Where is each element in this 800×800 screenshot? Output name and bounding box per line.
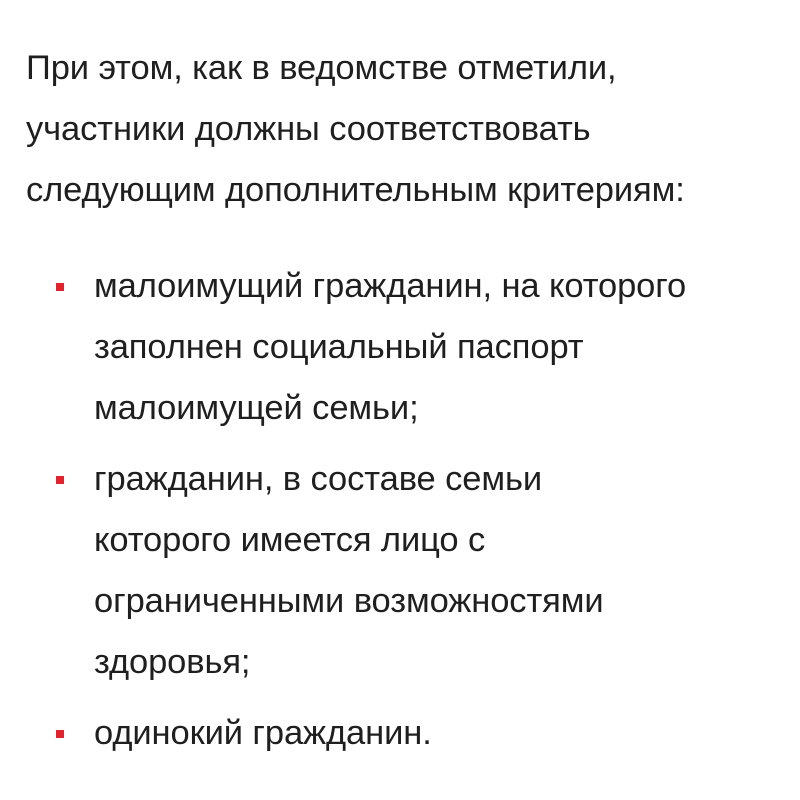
list-item [26,703,796,764]
square-bullet-icon [56,730,64,738]
lead-paragraph: При этом, как в ведомстве отметили, участники должны соответствовать следующим дополнительным критериям: [26,49,685,209]
list-item-text: малоимущий гражданин, на которого заполнен социальный паспорт малоимущей семьи; [94,267,687,427]
list-item [26,449,796,693]
square-bullet-icon [56,476,64,484]
list-item-text: одинокий гражданин. [94,714,432,752]
square-bullet-icon [56,283,64,291]
criteria-list [26,256,796,764]
list-item [26,256,796,439]
article-body [26,38,796,774]
list-item-text: гражданин, в составе семьи которого имеется лицо с ограниченными возможностями здоровья; [94,460,604,681]
